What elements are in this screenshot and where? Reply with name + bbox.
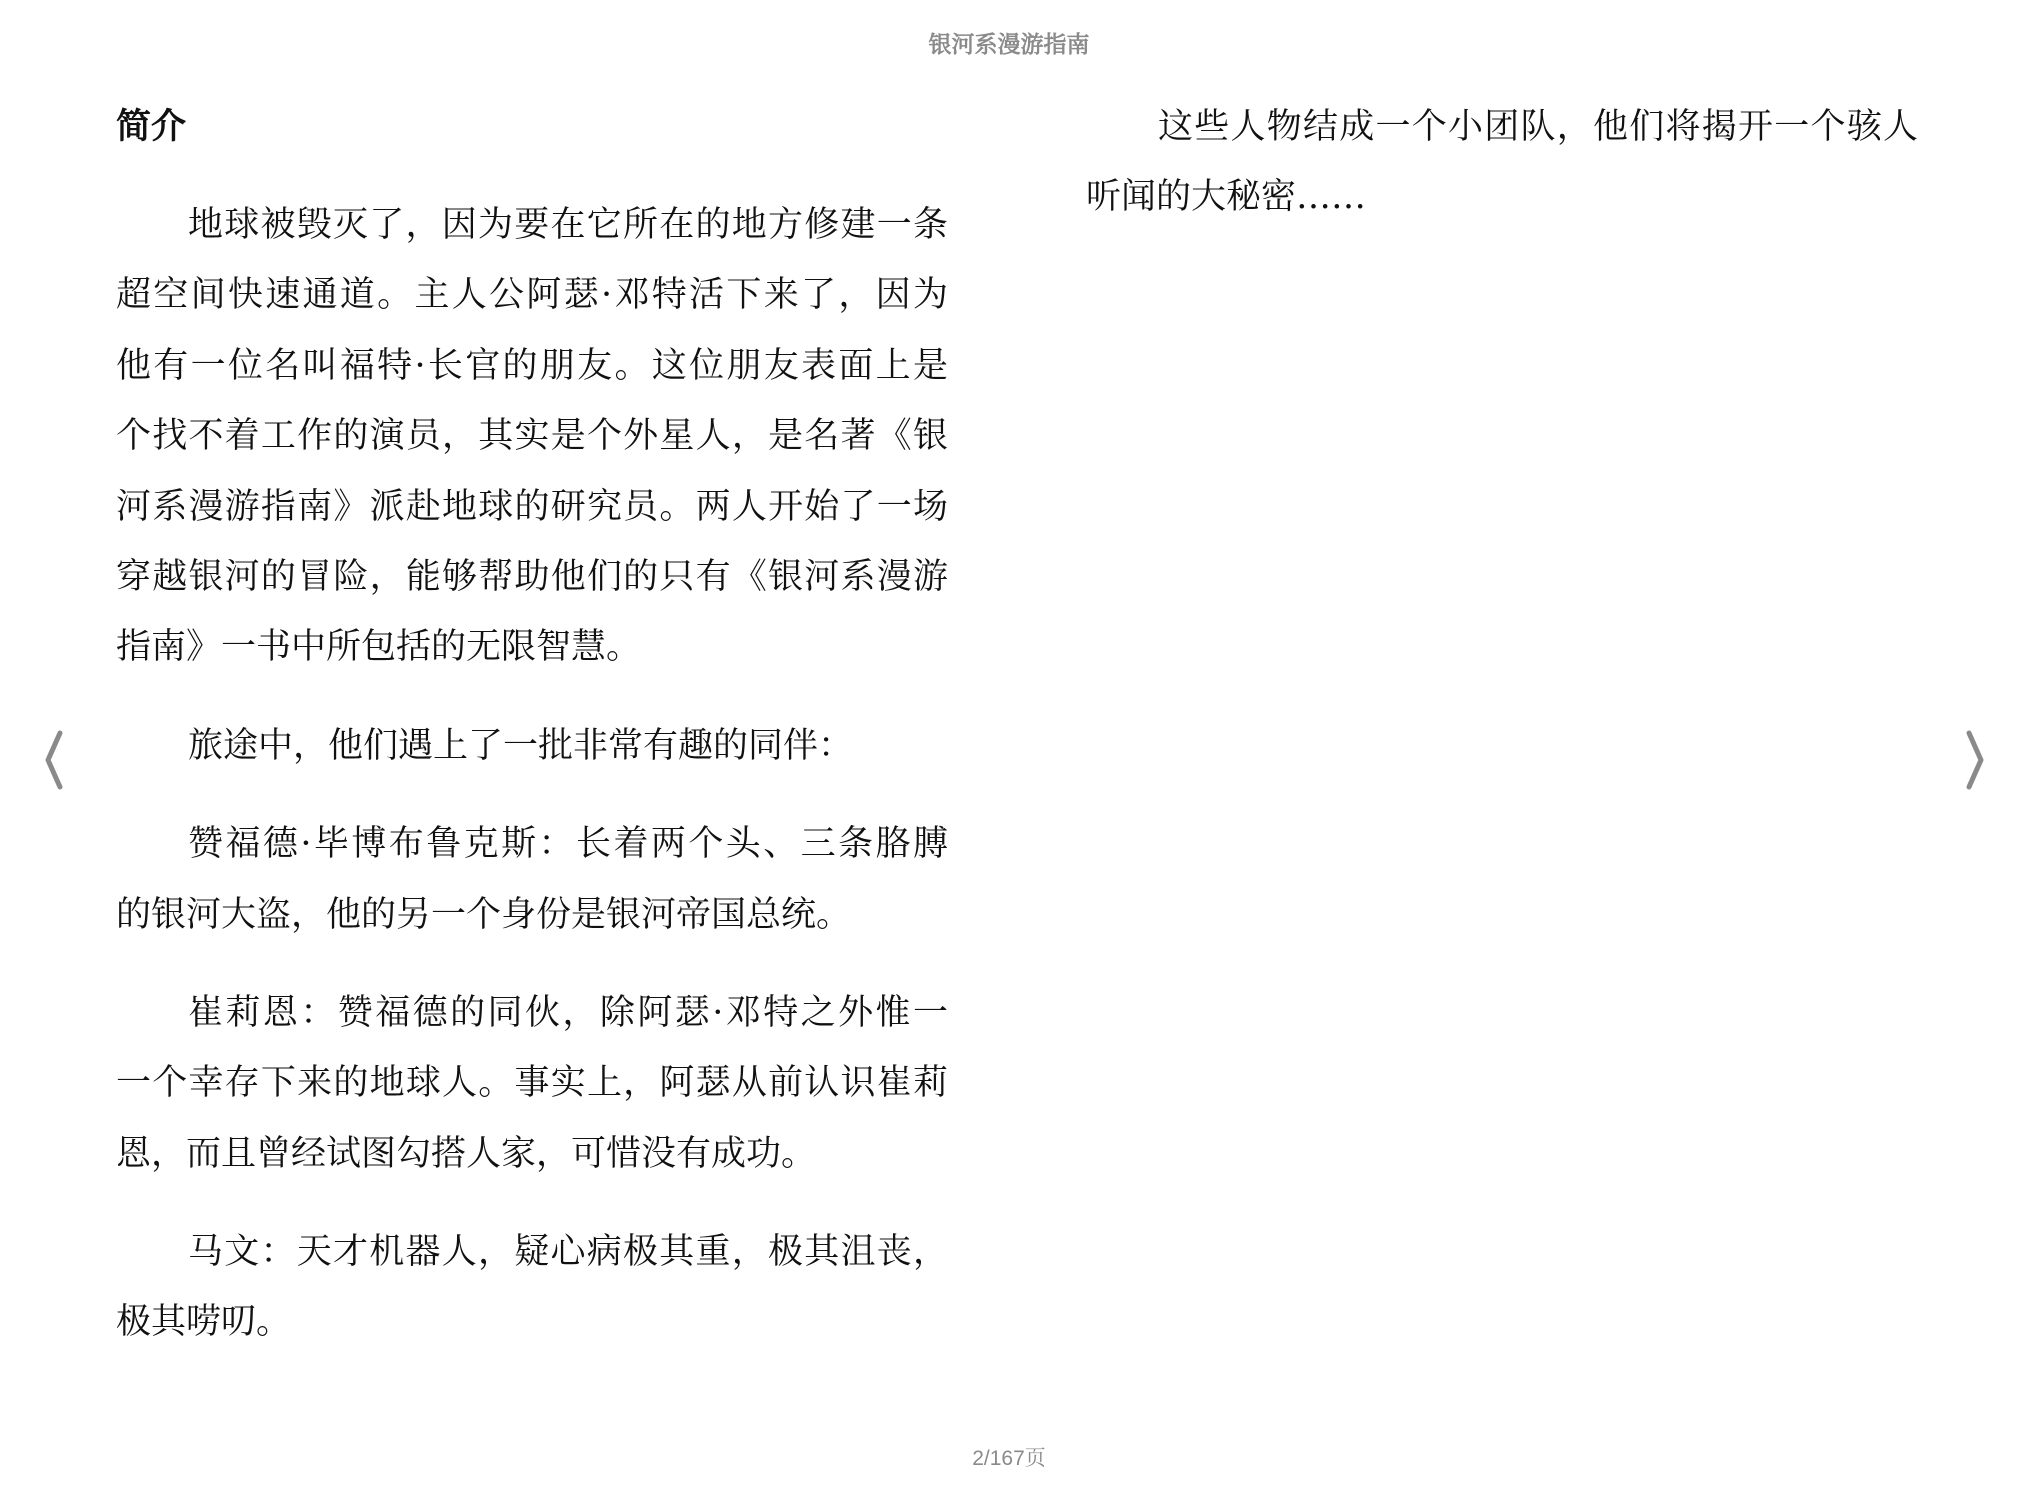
text-line: 地球被毁灭了，因为要在它所在的地方修建一条 bbox=[188, 205, 948, 245]
text-line: 崔莉恩：赞福德的同伙，除阿瑟·邓特之外惟一 bbox=[188, 992, 948, 1033]
book-title: 银河系漫游指南 bbox=[928, 31, 1090, 57]
page-indicator: 2/167页 bbox=[972, 1447, 1046, 1470]
text-line: 恩，而且曾经试图勾搭人家，可惜没有成功。 bbox=[116, 1133, 817, 1174]
paragraph bbox=[116, 190, 948, 683]
right-page bbox=[1086, 92, 1918, 261]
text-line: 超空间快速通道。主人公阿瑟·邓特活下来了，因为 bbox=[116, 275, 948, 316]
text-line: 的银河大盗，他的另一个身份是银河帝国总统。 bbox=[116, 894, 852, 935]
chevron-right-icon bbox=[1955, 725, 1995, 795]
chevron-left-icon bbox=[34, 725, 74, 795]
text-line: 马文：天才机器人，疑心病极其重，极其沮丧， bbox=[188, 1232, 948, 1273]
paragraph bbox=[116, 1217, 948, 1358]
text-line: 赞福德·毕博布鲁克斯：长着两个头、三条胳膊 bbox=[188, 824, 948, 865]
paragraph bbox=[116, 809, 948, 950]
paragraph bbox=[116, 711, 948, 781]
text-line: 听闻的大秘密…… bbox=[1086, 177, 1367, 218]
text-line: 穿越银河的冒险，能够帮助他们的只有《银河系漫游 bbox=[116, 556, 948, 597]
text-line: 他有一位名叫福特·长官的朋友。这位朋友表面上是 bbox=[116, 345, 948, 386]
text-line: 河系漫游指南》派赴地球的研究员。两人开始了一场 bbox=[116, 486, 948, 527]
paragraph bbox=[116, 978, 948, 1189]
section-heading: 简介 bbox=[116, 106, 187, 147]
text-line: 个找不着工作的演员，其实是个外星人，是名著《银 bbox=[116, 416, 948, 457]
previous-page-button[interactable] bbox=[34, 725, 74, 795]
right-page-body bbox=[1086, 92, 1918, 233]
text-line: 极其唠叨。 bbox=[116, 1302, 292, 1343]
text-line: 这些人物结成一个小团队，他们将揭开一个骇人 bbox=[1158, 107, 1918, 147]
text-line: 一个幸存下来的地球人。事实上，阿瑟从前认识崔莉 bbox=[116, 1063, 948, 1104]
text-line: 旅途中，他们遇上了一批非常有趣的同伴： bbox=[188, 725, 854, 766]
left-page bbox=[116, 92, 948, 1386]
paragraph bbox=[1086, 92, 1918, 233]
text-line: 指南》一书中所包括的无限智慧。 bbox=[116, 627, 642, 668]
left-page-body bbox=[116, 190, 948, 1358]
next-page-button[interactable] bbox=[1955, 725, 1995, 795]
